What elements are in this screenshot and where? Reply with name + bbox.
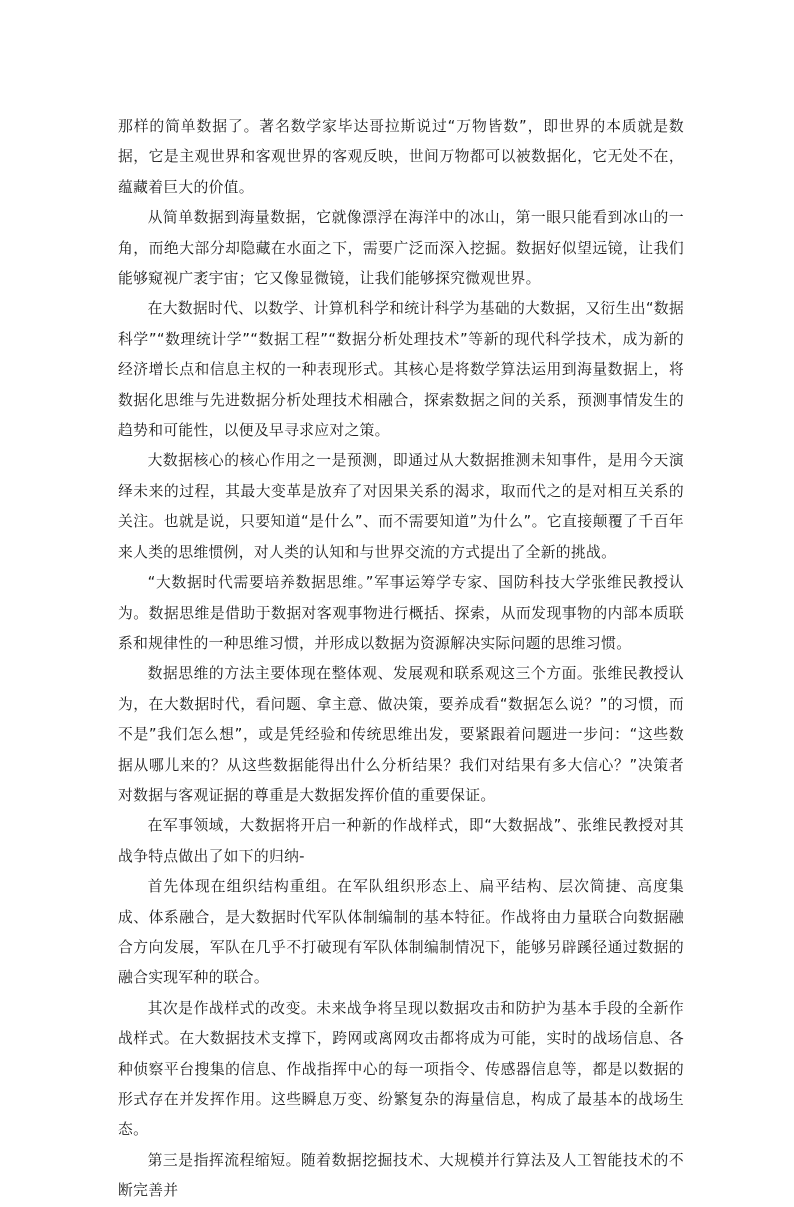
paragraph-7: 在军事领域，大数据将开启一种新的作战样式，即“大数据战”、张维民教授对其战争特点做出了如下的归纳-: [118, 817, 684, 865]
paragraph-5: “大数据时代需要培养数据思维。”军事运筹学专家、国防科技大学张维民教授认为。数据思维是借助于数据对客观事物进行概括、探索，从而发现事物的内部本质联系和规律性的一种思维习惯，并形成以数据为资源解决实际问题的思维习惯。: [118, 574, 684, 652]
paragraph-6: 数据思维的方法主要体现在整体观、发展观和联系观这三个方面。张维民教授认为，在大数据时代，看问题、拿主意、做决策，要养成看“数据怎么说？”的习惯，而不是”我们怎么想”，或是凭经验和传统思维出发，要紧跟着问题进一步问：“这些数据从哪儿来的？从这些数据能得出什么分析结果？我们对结果有多大信心？”决策者对数据与客观证据的尊重是大数据发挥价值的重要保证。: [118, 665, 684, 804]
paragraph-3: 在大数据时代、以数学、计算机科学和统计科学为基础的大数据，又衍生出“数据科学”“数理统计学”“数据工程”“数据分析处理技术”等新的现代科学技术，成为新的经济增长点和信息主权的一种表现形式。其核心是将数学算法运用到海量数据上，将数据化思维与先进数据分析处理技术相融合，探索数据之间的关系，预测事情发生的趋势和可能性，以便及早寻求应对之策。: [118, 300, 684, 440]
paragraph-9: 其次是作战样式的改变。未来战争将呈现以数据攻击和防护为基本手段的全新作战样式。在大数据技术支撑下，跨网或离网攻击都将成为可能，实时的战场信息、各种侦察平台搜集的信息、作战指挥中心的每一项指令、传感器信息等，都是以数据的形式存在并发挥作用。这些瞬息万变、纷繁复杂的海量信息，构成了最基本的战场生态。: [118, 999, 684, 1139]
paragraph-2: 从简单数据到海量数据，它就像漂浮在海洋中的冰山，第一眼只能看到冰山的一角，而绝大部分却隐藏在水面之下，需要广泛而深入挖掘。数据好似望远镜，让我们能够窥视广袤宇宙；它又像显微镜，让我们能够探究微观世界。: [118, 209, 684, 288]
document-body: [118, 112, 684, 1207]
paragraph-4: 大数据核心的核心作用之一是预测，即通过从大数据推测未知事件，是用今天演绎未来的过程，其最大变革是放弃了对因果关系的渴求，取而代之的是对相互关系的关注。也就是说，只要知道“是什么”、而不需要知道”为什么”。它直接颠覆了千百年来人类的思维惯例，对人类的认知和与世界交流的方式提出了全新的挑战。: [118, 452, 684, 561]
paragraph-10: 第三是指挥流程缩短。随着数据挖掘技术、大规模并行算法及人工智能技术的不断完善并: [118, 1151, 684, 1200]
paragraph-1: 那样的简单数据了。著名数学家毕达哥拉斯说过“万物皆数”，即世界的本质就是数据，它是主观世界和客观世界的客观反映，世间万物都可以被数据化，它无处不在，蕴藏着巨大的价值。: [118, 118, 684, 196]
paragraph-8: 首先体现在组织结构重组。在军队组织形态上、扁平结构、层次简捷、高度集成、体系融合，是大数据时代军队体制编制的基本特征。作战将由力量联合向数据融合方向发展，军队在几乎不打破现有军队体制编制情况下，能够另辟蹊径通过数据的融合实现军种的联合。: [118, 878, 684, 987]
